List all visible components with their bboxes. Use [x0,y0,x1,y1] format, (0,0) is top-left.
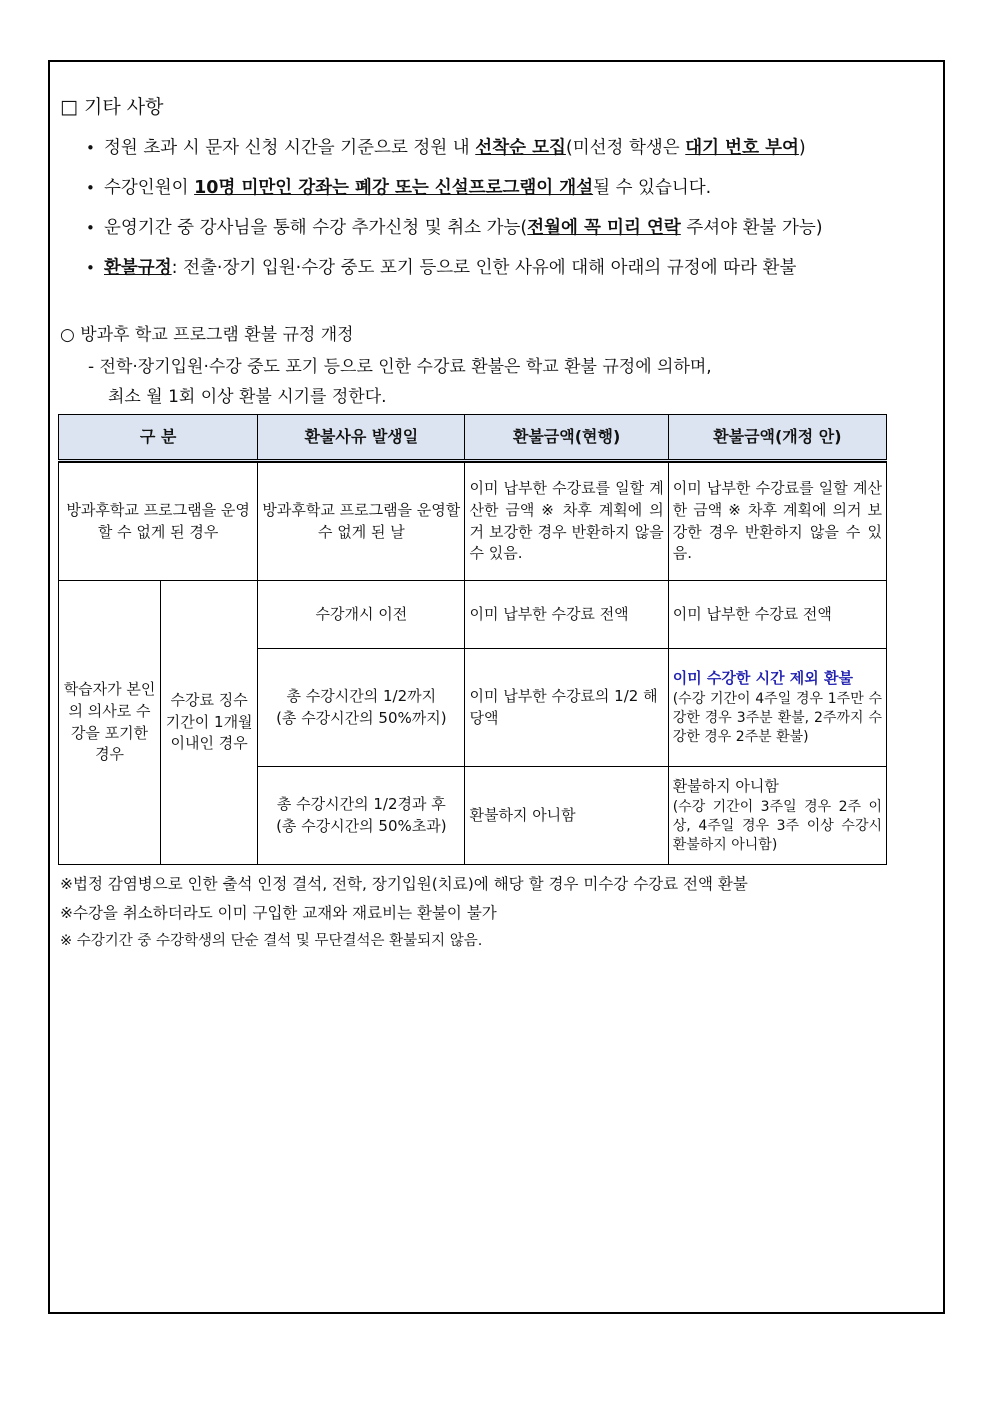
row4-revised-main: 환불하지 아니함 [672,777,779,796]
table-row [59,581,887,649]
bullet-dot: • [86,219,95,237]
bullet-dot: • [86,179,95,197]
row4-occurrence [258,767,465,865]
bullet-minimum-enrollment: • 수강인원이 10명 미만인 강좌는 폐강 또는 신설프로그램이 개설될 수 있습니다. [86,178,712,198]
refund-table [58,414,887,865]
bullet-dot: • [86,139,95,157]
group-period: 수강료 징수기간이 1개월 이내인 경우 [161,581,258,865]
header-current: 환불금액(현행) [465,415,668,461]
row2-occurrence: 수강개시 이전 [258,581,465,649]
header-revised: 환불금액(개정 안) [668,415,886,461]
row3-revised-sub: (수강 기간이 4주일 경우 1주만 수강한 경우 3주분 환불, 2주까지 수강한 경우 2주분 환불) [672,691,882,745]
group-category: 학습자가 본인의 의사로 수강을 포기한 경우 [59,581,161,865]
subsection-title: ○ 방과후 학교 프로그램 환불 규정 개정 [60,325,354,345]
bullet-add-cancel: • 운영기간 중 강사님을 통해 수강 추가신청 및 취소 가능(전월에 꼭 미리 연락 주셔야 환불 가능) [86,218,823,238]
row3-revised-main: 이미 수강한 시간 제외 환불 [672,669,853,688]
row3-occurrence-line1: 총 수강시간의 1/2까지 [286,686,437,705]
row2-revised: 이미 납부한 수강료 전액 [668,581,886,649]
row4-occurrence-line1: 총 수강시간의 1/2경과 후 [276,794,446,813]
header-category: 구 분 [59,415,258,461]
note-materials: ※수강을 취소하더라도 이미 구입한 교재와 재료비는 환불이 불가 [60,904,497,922]
note-absence: ※ 수강기간 중 수강학생의 단순 결석 및 무단결석은 환불되지 않음. [60,933,483,949]
row3-occurrence [258,649,465,767]
row3-revised [668,649,886,767]
subsection-line-1: - 전학·장기입원·수강 중도 포기 등으로 인한 수강료 환불은 학교 환불 규정에 의하며, [88,357,712,377]
row4-current: 환불하지 아니함 [465,767,668,865]
section-heading: □ 기타 사항 [60,96,164,118]
row1-current: 이미 납부한 수강료를 일할 계산한 금액 ※ 차후 계획에 의거 보강한 경우 반환하지 않을 수 있음. [465,463,668,581]
row1-category: 방과후학교 프로그램을 운영할 수 없게 된 경우 [59,463,258,581]
row3-current: 이미 납부한 수강료의 1/2 해당액 [465,649,668,767]
bullet-dot: • [86,259,95,277]
note-infectious-disease: ※법정 감염병으로 인한 출석 인정 결석, 전학, 장기입원(치료)에 해당 할 경우 미수강 수강료 전액 환불 [60,875,748,893]
table-header-row [59,415,887,461]
header-occurrence: 환불사유 발생일 [258,415,465,461]
row1-occurrence: 방과후학교 프로그램을 운영할 수 없게 된 날 [258,463,465,581]
row4-revised [668,767,886,865]
table-row [59,463,887,581]
row1-revised: 이미 납부한 수강료를 일할 계산한 금액 ※ 차후 계획에 의거 보강한 경우 반환하지 않을 수 있음. [668,463,886,581]
row4-revised-sub: (수강 기간이 3주일 경우 2주 이상, 4주일 경우 3주 이상 수강시 환불하지 아니함) [672,799,882,853]
row2-current: 이미 납부한 수강료 전액 [465,581,668,649]
row3-occurrence-line2: (총 수강시간의 50%까지) [276,708,447,727]
row4-occurrence-line2: (총 수강시간의 50%초과) [276,816,447,835]
subsection-line-2: 최소 월 1회 이상 환불 시기를 정한다. [108,387,387,407]
bullet-capacity: • 정원 초과 시 문자 신청 시간을 기준으로 정원 내 선착순 모집(미선정 학생은 대기 번호 부여) [86,138,806,158]
bullet-refund-rule: • 환불규정: 전출·장기 입원·수강 중도 포기 등으로 인한 사유에 대해 아래의 규정에 따라 환불 [86,258,797,278]
